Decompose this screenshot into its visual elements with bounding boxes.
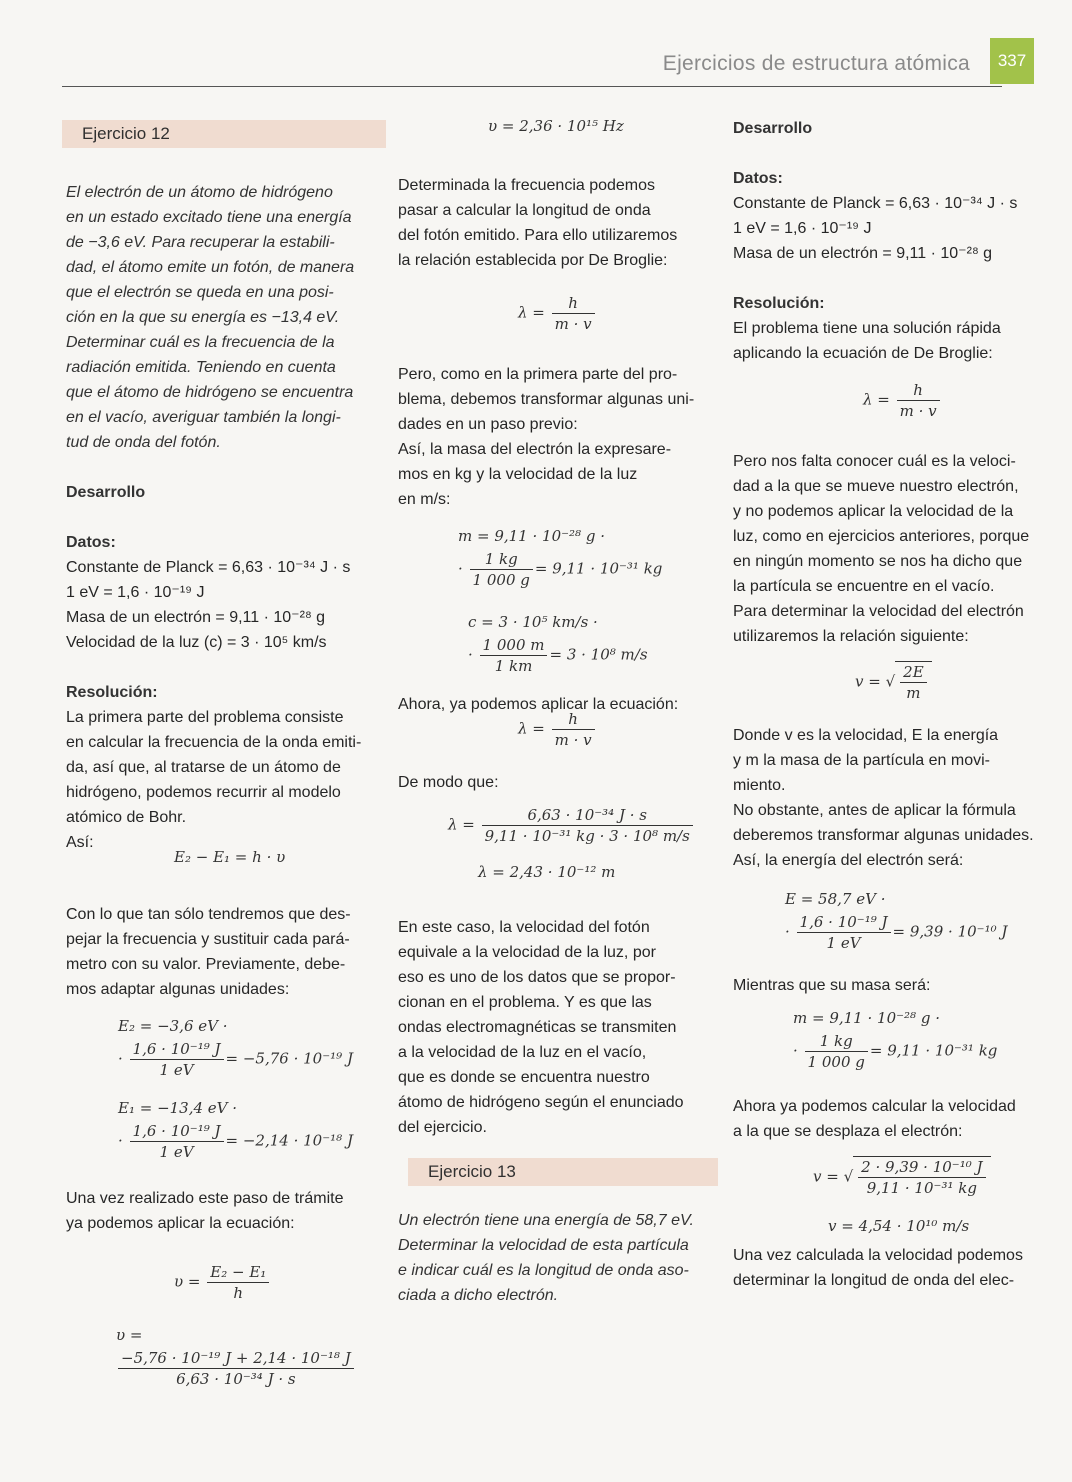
velocity-substitution xyxy=(813,1156,1048,1198)
sqrt-symbol: √ xyxy=(885,672,896,691)
de-broglie-fraction xyxy=(897,380,940,421)
light-speed-conversion: c = 3 · 10⁵ km/s · · $\frac{1 000 m}{1 km}$ = 3 · 10⁸ m/s xyxy=(468,610,710,676)
e2-fraction xyxy=(130,1039,224,1080)
sqrt-radicand xyxy=(895,661,932,703)
paragraph-line: en ningún momento se nos ha dicho que xyxy=(733,553,1023,570)
paragraph-line: dades en un paso previo: xyxy=(398,416,578,433)
velocity-fraction xyxy=(900,662,927,703)
wavelength-fraction xyxy=(482,805,693,846)
exercise-13-statement xyxy=(398,1208,710,1308)
light-speed-result: = 3 · 10⁸ m/s xyxy=(549,645,648,664)
paragraph-line: Una vez realizado este paso de trámite xyxy=(66,1190,344,1207)
fraction-denominator: m · v xyxy=(899,402,937,420)
fraction-numerator: 1 000 m xyxy=(480,635,548,656)
desarrollo-heading: Desarrollo xyxy=(66,484,146,501)
resolucion-line: en calcular la frecuencia de la onda emiti- xyxy=(66,734,362,751)
de-broglie-fraction xyxy=(552,293,595,334)
de-broglie-equation xyxy=(863,380,1048,421)
datos-line: Constante de Planck = 6,63 · 10⁻³⁴ J · s xyxy=(66,559,351,576)
paragraph-line: equivale a la velocidad de la luz, por xyxy=(398,944,656,961)
paragraph-line: en m/s: xyxy=(398,491,451,508)
datos-line: Constante de Planck = 6,63 · 10⁻³⁴ J · s xyxy=(733,195,1018,212)
fraction-denominator: m xyxy=(906,684,921,702)
fraction-denominator: 9,11 · 10⁻³¹ kg xyxy=(866,1179,977,1197)
paragraph-line: Una vez calculada la velocidad podemos xyxy=(733,1247,1023,1264)
column-1 xyxy=(66,108,371,1389)
fraction-numerator: −5,76 · 10⁻¹⁹ J + 2,14 · 10⁻¹⁸ J xyxy=(118,1348,354,1369)
mass-conversion: m = 9,11 · 10⁻²⁸ g · · $\frac{1 kg}{1 000 g}$ = 9,11 · 10⁻³¹ kg xyxy=(458,524,710,590)
mass-result: = 9,11 · 10⁻³¹ kg xyxy=(869,1041,998,1060)
paragraph-line: determinar la longitud de onda del elec- xyxy=(733,1272,1015,1289)
statement-line: El electrón de un átomo de hidrógeno xyxy=(66,184,333,201)
mass-fraction xyxy=(805,1031,868,1072)
equation-lhs: v = xyxy=(855,672,881,691)
resolucion-heading: Resolución: xyxy=(733,295,825,312)
fraction-numerator: E₂ − E₁ xyxy=(207,1262,269,1283)
equation-lhs: υ = xyxy=(116,1326,143,1344)
statement-line: dad, el átomo emite un fotón, de manera xyxy=(66,259,355,276)
statement-line: que el electrón se queda en una posi- xyxy=(66,284,334,301)
paragraph-line: Donde v es la velocidad, E la energía xyxy=(733,727,999,744)
paragraph-line: utilizaremos la relación siguiente: xyxy=(733,628,969,645)
paragraph-line: Pero nos falta conocer cuál es la veloci- xyxy=(733,453,1016,470)
equation-lhs: λ = xyxy=(863,390,890,409)
paragraph-line: y m la masa de la partícula en movi- xyxy=(733,752,990,769)
e2-line: E₂ = −3,6 eV · xyxy=(118,1017,228,1035)
paragraph-line: la partícula se encuentre en el vacío. xyxy=(733,578,995,595)
paragraph-line: a la velocidad de la luz en el vacío, xyxy=(398,1044,647,1061)
sqrt-symbol: √ xyxy=(843,1167,854,1186)
header-rule xyxy=(62,86,1002,87)
fraction-denominator: 1 000 g xyxy=(472,571,530,589)
e1-line: E₁ = −13,4 eV · xyxy=(118,1099,238,1117)
paragraph-line: eso es uno de los datos que se propor- xyxy=(398,969,676,986)
fraction-numerator: 1,6 · 10⁻¹⁹ J xyxy=(130,1121,224,1142)
datos-line: Masa de un electrón = 9,11 · 10⁻²⁸ g xyxy=(66,609,326,626)
statement-line: de −3,6 eV. Para recuperar la estabili- xyxy=(66,234,335,251)
paragraph-line: Pero, como en la primera parte del pro- xyxy=(398,366,678,383)
fraction-numerator: 2 · 9,39 · 10⁻¹⁰ J xyxy=(858,1157,985,1178)
paragraph-line: metro con su valor. Previamente, debe- xyxy=(66,956,346,973)
paragraph-line: y no podemos aplicar la velocidad de la xyxy=(733,503,1014,520)
fraction-denominator: 1 000 g xyxy=(807,1053,865,1071)
datos-line: Masa de un electrón = 9,11 · 10⁻²⁸ g xyxy=(733,245,993,262)
wavelength-substitution xyxy=(448,805,710,846)
sqrt-radicand xyxy=(853,1156,990,1198)
fraction-numerator: h xyxy=(897,380,940,401)
datos-line: 1 eV = 1,6 · 10⁻¹⁹ J xyxy=(66,584,205,601)
paragraph-line: Así, la energía del electrón será: xyxy=(733,852,964,869)
resolucion-line: La primera parte del problema consiste xyxy=(66,709,344,726)
paragraph-line: del fotón emitido. Para ello utilizaremos xyxy=(398,227,678,244)
paragraph-line: átomo de hidrógeno según el enunciado xyxy=(398,1094,684,1111)
statement-line: Determinar la velocidad de esta partícula xyxy=(398,1237,689,1254)
statement-line: tud de onda del fotón. xyxy=(66,434,221,451)
bohr-equation: E₂ − E₁ = h · υ xyxy=(174,848,286,866)
fraction-numerator: 1,6 · 10⁻¹⁹ J xyxy=(130,1039,224,1060)
paragraph-line: ondas electromagnéticas se transmiten xyxy=(398,1019,677,1036)
column-3 xyxy=(733,108,1048,1293)
fraction-denominator: 9,11 · 10⁻³¹ kg · 3 · 10⁸ m/s xyxy=(484,827,690,845)
de-broglie-fraction-2 xyxy=(552,709,595,750)
paragraph-line: dad a la que se mueve nuestro electrón, xyxy=(733,478,1019,495)
datos-heading: Datos: xyxy=(733,170,783,187)
frequency-result: υ = 2,36 · 10¹⁵ Hz xyxy=(488,117,624,135)
fraction-denominator: 1 eV xyxy=(159,1061,194,1079)
paragraph-line: ya podemos aplicar la ecuación: xyxy=(66,1215,295,1232)
paragraph-line: De modo que: xyxy=(398,774,499,791)
velocity-substitution-fraction xyxy=(858,1157,985,1198)
wavelength-result: λ = 2,43 · 10⁻¹² m xyxy=(478,863,616,881)
statement-line: ciada a dicho electrón. xyxy=(398,1287,559,1304)
exercise-12-title: Ejercicio 12 xyxy=(62,120,386,148)
paragraph-line: mos en kg y la velocidad de la luz xyxy=(398,466,638,483)
fraction-denominator: m · v xyxy=(554,731,592,749)
exercise-12-statement xyxy=(66,180,371,455)
energy-conversion: E = 58,7 eV · · $\frac{\text{1,6 · 10⁻¹⁹ J}}{1 eV}$ = 9,39 · 10⁻¹⁰ J xyxy=(785,887,1048,953)
paragraph-line: deberemos transformar algunas unidades. xyxy=(733,827,1034,844)
frequency-equation xyxy=(174,1262,371,1303)
statement-line: e indicar cuál es la longitud de onda aso- xyxy=(398,1262,689,1279)
statement-line: Un electrón tiene una energía de 58,7 eV. xyxy=(398,1212,694,1229)
mass-result: = 9,11 · 10⁻³¹ kg xyxy=(534,559,663,578)
paragraph-line: pasar a calcular la longitud de onda xyxy=(398,202,651,219)
e2-result: = −5,76 · 10⁻¹⁹ J xyxy=(225,1049,353,1068)
equation-lhs: λ = xyxy=(518,303,545,322)
paragraph-line: que es donde se encuentra nuestro xyxy=(398,1069,650,1086)
resolucion-line: El problema tiene una solución rápida xyxy=(733,320,1001,337)
paragraph-line: blema, debemos transformar algunas uni- xyxy=(398,391,695,408)
paragraph-line: a la que se desplaza el electrón: xyxy=(733,1123,963,1140)
desarrollo-heading: Desarrollo xyxy=(733,120,813,137)
frequency-substitution xyxy=(116,1323,371,1389)
frequency-substitution-fraction xyxy=(118,1348,354,1389)
velocity-formula xyxy=(855,661,1048,703)
statement-line: que el átomo de hidrógeno se encuentra xyxy=(66,384,354,401)
paragraph-line: Con lo que tan sólo tendremos que des- xyxy=(66,906,351,923)
mass-fraction xyxy=(470,549,533,590)
fraction-numerator: 1 kg xyxy=(805,1031,868,1052)
equation-lhs: υ = xyxy=(174,1272,201,1291)
paragraph-line: la relación establecida por De Broglie: xyxy=(398,252,668,269)
light-speed-fraction xyxy=(480,635,548,676)
fraction-denominator: 6,63 · 10⁻³⁴ J · s xyxy=(176,1370,296,1388)
fraction-numerator: 6,63 · 10⁻³⁴ J · s xyxy=(482,805,693,826)
statement-line: en un estado excitado tiene una energía xyxy=(66,209,352,226)
paragraph-line: Para determinar la velocidad del electrón xyxy=(733,603,1024,620)
e1-result: = −2,14 · 10⁻¹⁸ J xyxy=(225,1131,353,1150)
equation-lhs: v = xyxy=(813,1167,839,1186)
resolucion-line: da, así que, al tratarse de un átomo de xyxy=(66,759,341,776)
fraction-denominator: m · v xyxy=(554,315,592,333)
paragraph-line: pejar la frecuencia y sustituir cada pará- xyxy=(66,931,350,948)
de-broglie-equation xyxy=(518,293,710,334)
paragraph-line: Mientras que su masa será: xyxy=(733,977,931,994)
datos-heading: Datos: xyxy=(66,534,116,551)
statement-line: radiación emitida. Teniendo en cuenta xyxy=(66,359,336,376)
paragraph-line: luz, como en ejercicios anteriores, porque xyxy=(733,528,1030,545)
e2-conversion: E₂ = −3,6 eV · · $\frac{\text{1,6 · 10⁻¹⁹ J}}{1 eV}$ = −5,76 · 10⁻¹⁹ J xyxy=(118,1014,371,1080)
paragraph-line: Así, la masa del electrón la expresare- xyxy=(398,441,672,458)
paragraph-line: En este caso, la velocidad del fotón xyxy=(398,919,650,936)
equation-lhs: λ = xyxy=(518,719,545,738)
energy-line: E = 58,7 eV · xyxy=(785,890,886,908)
fraction-denominator: 1 km xyxy=(494,657,533,675)
resolucion-heading: Resolución: xyxy=(66,684,158,701)
fraction-numerator: 1 kg xyxy=(470,549,533,570)
resolucion-line: atómico de Bohr. xyxy=(66,809,187,826)
column-2 xyxy=(398,108,710,1308)
fraction-numerator: 2E xyxy=(900,662,927,683)
paragraph-line: del ejercicio. xyxy=(398,1119,487,1136)
resolucion-line: Así: xyxy=(66,834,94,851)
mass-line: m = 9,11 · 10⁻²⁸ g · xyxy=(458,527,605,545)
mass-line: m = 9,11 · 10⁻²⁸ g · xyxy=(793,1009,940,1027)
exercise-13-title: Ejercicio 13 xyxy=(408,1158,718,1186)
fraction-numerator: h xyxy=(552,709,595,730)
light-speed-line: c = 3 · 10⁵ km/s · xyxy=(468,613,598,631)
paragraph-line: Ahora ya podemos calcular la velocidad xyxy=(733,1098,1016,1115)
fraction-denominator: h xyxy=(233,1284,244,1302)
datos-line: 1 eV = 1,6 · 10⁻¹⁹ J xyxy=(733,220,872,237)
fraction-denominator: 1 eV xyxy=(826,934,861,952)
resolucion-line: hidrógeno, podemos recurrir al modelo xyxy=(66,784,341,801)
statement-line: Determinar cuál es la frecuencia de la xyxy=(66,334,335,351)
paragraph-line: No obstante, antes de aplicar la fórmula xyxy=(733,802,1016,819)
e1-fraction xyxy=(130,1121,224,1162)
de-broglie-equation-2 xyxy=(518,709,710,750)
fraction-numerator: 1,6 · 10⁻¹⁹ J xyxy=(797,912,891,933)
fraction-numerator: h xyxy=(552,293,595,314)
running-header: Ejercicios de estructura atómica xyxy=(662,52,970,75)
paragraph-line: Ahora, ya podemos aplicar la ecuación: xyxy=(398,696,679,713)
paragraph-line: miento. xyxy=(733,777,786,794)
statement-line: ción en la que su energía es −13,4 eV. xyxy=(66,309,340,326)
velocity-result: v = 4,54 · 10¹⁰ m/s xyxy=(828,1217,970,1235)
fraction-denominator: 1 eV xyxy=(159,1143,194,1161)
e1-conversion: E₁ = −13,4 eV · · $\frac{\text{1,6 · 10⁻¹⁹ J}}{1 eV}$ = −2,14 · 10⁻¹⁸ J xyxy=(118,1096,371,1162)
equation-lhs: λ = xyxy=(448,815,475,834)
frequency-fraction xyxy=(207,1262,269,1303)
statement-line: en el vacío, averiguar también la longi- xyxy=(66,409,341,426)
resolucion-line: aplicando la ecuación de De Broglie: xyxy=(733,345,993,362)
paragraph-line: cionan en el problema. Y es que las xyxy=(398,994,652,1011)
paragraph-line: Determinada la frecuencia podemos xyxy=(398,177,656,194)
paragraph-line: mos adaptar algunas unidades: xyxy=(66,981,290,998)
energy-result: = 9,39 · 10⁻¹⁰ J xyxy=(892,922,1008,941)
page-number: 337 xyxy=(990,38,1034,84)
datos-line: Velocidad de la luz (c) = 3 · 10⁵ km/s xyxy=(66,634,327,651)
mass-conversion: m = 9,11 · 10⁻²⁸ g · · $\frac{1 kg}{1 000 g}$ = 9,11 · 10⁻³¹ kg xyxy=(793,1006,1048,1072)
energy-fraction xyxy=(797,912,891,953)
